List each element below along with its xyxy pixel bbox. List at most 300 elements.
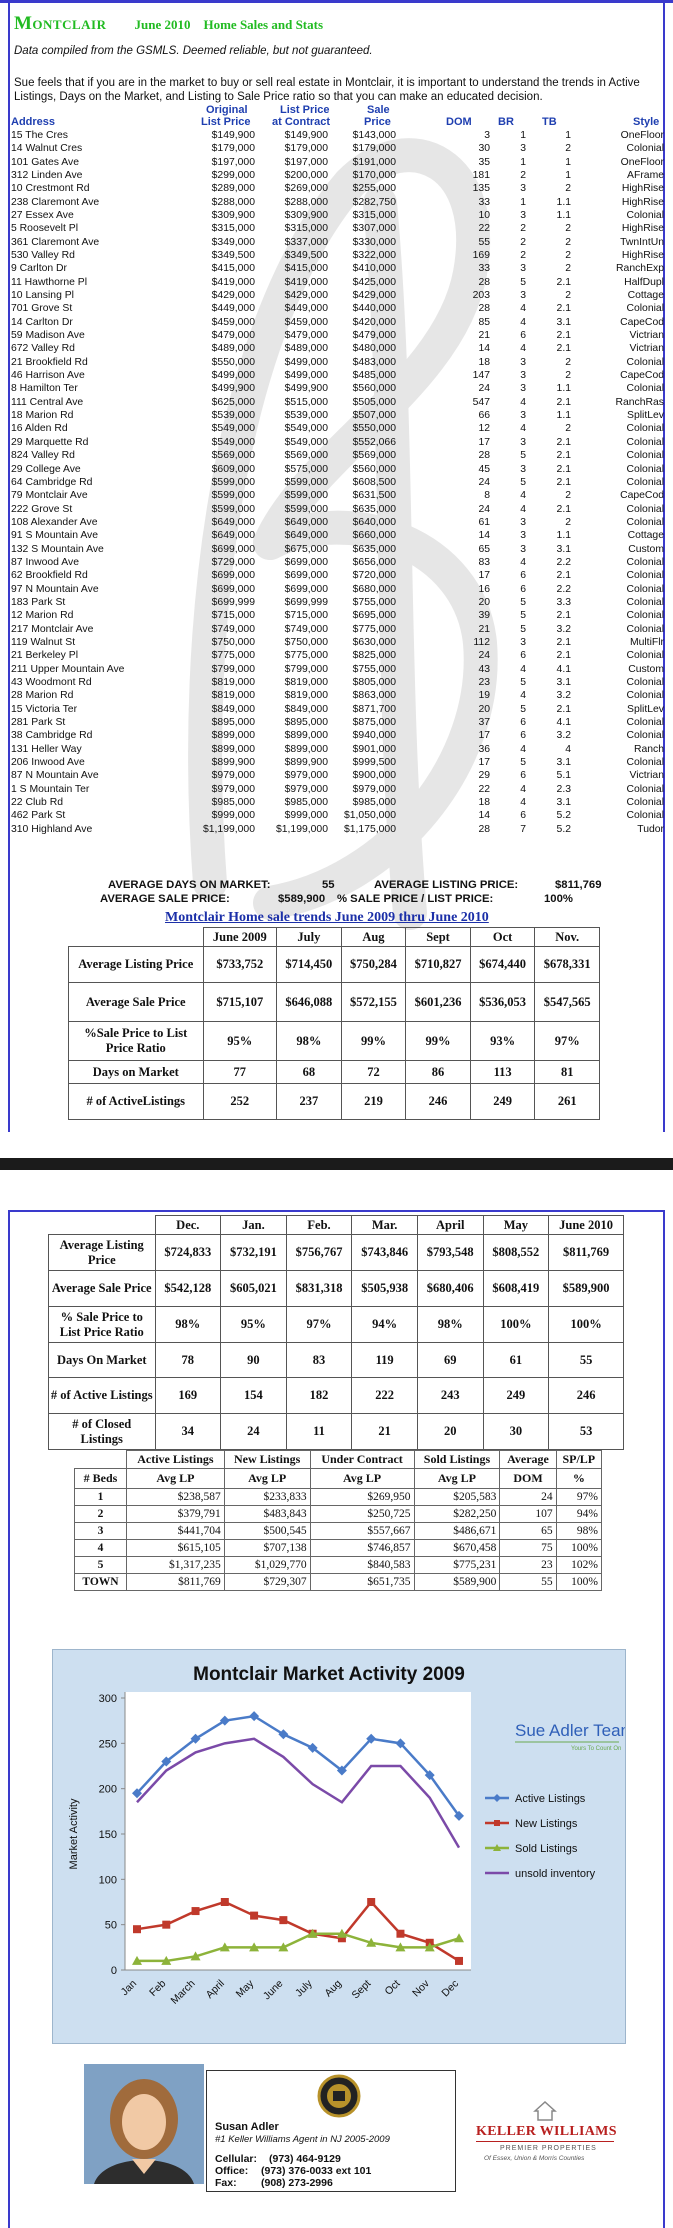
x-tick-label: Jan bbox=[118, 1977, 140, 1999]
cell-style: Victrian bbox=[629, 330, 664, 342]
col-header-sale-2: Price bbox=[364, 116, 391, 128]
cell-original-list-price: $979,000 bbox=[211, 770, 255, 782]
cellular-label: Cellular: bbox=[215, 2153, 258, 2165]
cell-dom: 37 bbox=[478, 716, 490, 728]
cell-dom: 14 bbox=[478, 810, 490, 822]
cell-address: 43 Woodmont Rd bbox=[11, 676, 92, 688]
cell-address: 10 Crestmont Rd bbox=[11, 183, 90, 195]
cell-list-price-contract: $895,000 bbox=[284, 716, 328, 728]
cell-sale-price: $608,500 bbox=[352, 476, 396, 488]
trend-value: 94% bbox=[352, 1307, 418, 1343]
cell-list-price-contract: $429,000 bbox=[284, 290, 328, 302]
cell-address: 62 Brookfield Rd bbox=[11, 570, 88, 582]
bedroom-stat: 75 bbox=[500, 1540, 556, 1557]
cell-list-price-contract: $985,000 bbox=[284, 797, 328, 808]
cell-original-list-price: $179,000 bbox=[211, 143, 255, 155]
cell-baths: 2.1 bbox=[556, 570, 571, 582]
cell-baths: 5.1 bbox=[556, 770, 571, 782]
group-header: New Listings bbox=[224, 1451, 310, 1469]
table-row bbox=[0, 810, 673, 823]
cell-address: 97 N Mountain Ave bbox=[11, 583, 99, 595]
cell-dom: 65 bbox=[478, 543, 490, 555]
cell-baths: 1.1 bbox=[556, 410, 571, 422]
cell-original-list-price: $309,900 bbox=[211, 210, 255, 222]
x-tick-label: April bbox=[203, 1977, 227, 2001]
source-note: Data compiled from the GSMLS. Deemed reliable, but not guaranteed. bbox=[14, 45, 373, 57]
cell-address: 310 Highland Ave bbox=[11, 823, 93, 835]
cell-dom: 33 bbox=[478, 196, 490, 208]
table-row bbox=[0, 784, 673, 797]
cell-address: 29 College Ave bbox=[11, 463, 81, 475]
table-row bbox=[0, 410, 673, 423]
legend-label: Sold Listings bbox=[515, 1843, 578, 1855]
column-header: June 2009 bbox=[203, 928, 277, 947]
cell-address: 79 Montclair Ave bbox=[11, 490, 88, 502]
trend-value: 246 bbox=[406, 1084, 471, 1120]
column-header: Oct bbox=[470, 928, 535, 947]
bedroom-stat: 55 bbox=[500, 1574, 556, 1591]
cell-original-list-price: $799,000 bbox=[211, 663, 255, 675]
trend-value: 99% bbox=[341, 1022, 406, 1061]
cell-dom: 33 bbox=[478, 263, 490, 275]
cell-list-price-contract: $499,000 bbox=[284, 370, 328, 382]
cell-address: 18 Marion Rd bbox=[11, 410, 74, 422]
cell-original-list-price: $349,500 bbox=[211, 250, 255, 262]
cell-sale-price: $660,000 bbox=[352, 530, 396, 542]
page-gap bbox=[0, 1132, 673, 1178]
data-point bbox=[396, 1930, 404, 1938]
cell-style: TwnIntUn bbox=[620, 236, 664, 248]
cell-address: 38 Cambridge Rd bbox=[11, 730, 93, 742]
cell-bedrooms: 3 bbox=[520, 143, 526, 155]
agent-name: Susan Adler bbox=[215, 2121, 279, 2133]
cell-dom: 14 bbox=[478, 530, 490, 542]
sp-lp-ratio-value: 100% bbox=[544, 893, 573, 905]
cell-style: Colonial bbox=[626, 383, 664, 395]
table-row bbox=[0, 530, 673, 543]
bedroom-stat: $746,857 bbox=[310, 1540, 414, 1557]
cell-bedrooms: 3 bbox=[520, 356, 526, 368]
cell-bedrooms: 3 bbox=[520, 516, 526, 528]
cell-original-list-price: $539,000 bbox=[211, 410, 255, 422]
cell-original-list-price: $899,900 bbox=[211, 756, 255, 768]
trend-row bbox=[49, 1235, 624, 1271]
cell-sale-price: $560,000 bbox=[352, 463, 396, 475]
cell-baths: 1 bbox=[565, 156, 571, 168]
cell-bedrooms: 3 bbox=[520, 183, 526, 195]
cell-address: 361 Claremont Ave bbox=[11, 236, 100, 248]
cell-list-price-contract: $419,000 bbox=[284, 276, 328, 288]
cell-list-price-contract: $315,000 bbox=[284, 223, 328, 235]
cell-list-price-contract: $499,900 bbox=[284, 383, 328, 395]
table-row bbox=[0, 824, 673, 837]
cell-list-price-contract: $200,000 bbox=[284, 170, 328, 182]
col-header-address: Address bbox=[11, 116, 56, 128]
cell-bedrooms: 3 bbox=[520, 383, 526, 395]
table-row bbox=[0, 624, 673, 637]
trend-value: 95% bbox=[221, 1307, 287, 1343]
cell-sale-price: $635,000 bbox=[352, 543, 396, 555]
cell-sale-price: $485,000 bbox=[352, 370, 396, 382]
col-header-sale-1: Sale bbox=[367, 104, 390, 116]
cell-address: 312 Linden Ave bbox=[11, 170, 83, 182]
table-row bbox=[0, 143, 673, 156]
row-label: Average Sale Price bbox=[49, 1271, 156, 1307]
cell-sale-price: $143,000 bbox=[352, 130, 396, 141]
table-row bbox=[0, 770, 673, 783]
trends-link[interactable]: Montclair Home sale trends June 2009 thru June 2010 bbox=[165, 910, 489, 925]
office-number[interactable]: (973) 376-0033 ext 101 bbox=[261, 2165, 372, 2177]
cell-baths: 1.1 bbox=[556, 383, 571, 395]
table-row bbox=[0, 584, 673, 597]
trend-value: 69 bbox=[417, 1343, 483, 1378]
cell-style: AFrame bbox=[627, 170, 664, 182]
fax-number: (908) 273-2996 bbox=[261, 2177, 333, 2189]
cell-address: 22 Club Rd bbox=[11, 797, 63, 808]
y-tick-label: 50 bbox=[104, 1919, 117, 1932]
cell-original-list-price: $649,000 bbox=[211, 516, 255, 528]
sub-header: Avg LP bbox=[414, 1469, 500, 1489]
cell-baths: 2.1 bbox=[556, 463, 571, 475]
bedroom-stat: $707,138 bbox=[224, 1540, 310, 1557]
cell-list-price-contract: $979,000 bbox=[284, 770, 328, 782]
table-row bbox=[0, 423, 673, 436]
data-point bbox=[162, 1921, 170, 1929]
cell-baths: 2.1 bbox=[556, 396, 571, 408]
cell-baths: 2 bbox=[565, 250, 571, 262]
trend-value: $732,191 bbox=[221, 1235, 287, 1271]
column-header: Dec. bbox=[155, 1216, 221, 1235]
cell-style: SplitLev bbox=[627, 703, 664, 715]
cell-bedrooms: 7 bbox=[520, 823, 526, 835]
bed-count: 4 bbox=[75, 1540, 127, 1557]
trend-row bbox=[69, 1022, 600, 1061]
trend-value: 68 bbox=[277, 1061, 342, 1084]
trend-value: $710,827 bbox=[406, 947, 471, 983]
bedroom-stat: 23 bbox=[500, 1557, 556, 1574]
cell-list-price-contract: $699,999 bbox=[284, 596, 328, 608]
group-header: SP/LP bbox=[556, 1451, 601, 1469]
cell-original-list-price: $749,000 bbox=[211, 623, 255, 635]
cell-sale-price: $307,000 bbox=[352, 223, 396, 235]
cell-baths: 3.2 bbox=[556, 690, 571, 702]
trend-value: 246 bbox=[549, 1378, 624, 1414]
cell-address: 108 Alexander Ave bbox=[11, 516, 98, 528]
cell-dom: 83 bbox=[478, 556, 490, 568]
data-point bbox=[279, 1916, 287, 1924]
cell-style: HighRise bbox=[621, 196, 664, 208]
bedroom-stat: $775,231 bbox=[414, 1557, 500, 1574]
bedroom-stat: 100% bbox=[556, 1540, 601, 1557]
cell-baths: 1.1 bbox=[556, 196, 571, 208]
cell-baths: 3.2 bbox=[556, 623, 571, 635]
column-header: Feb. bbox=[286, 1216, 352, 1235]
cell-address: 14 Carlton Dr bbox=[11, 316, 73, 328]
cell-list-price-contract: $288,000 bbox=[284, 196, 328, 208]
cell-list-price-contract: $649,000 bbox=[284, 530, 328, 542]
table-row bbox=[0, 370, 673, 383]
trend-value: 99% bbox=[406, 1022, 471, 1061]
cell-sale-price: $569,000 bbox=[352, 450, 396, 462]
bedroom-row bbox=[75, 1540, 602, 1557]
cell-address: 14 Walnut Cres bbox=[11, 143, 83, 155]
x-tick-label: June bbox=[260, 1977, 286, 2003]
trend-value: 237 bbox=[277, 1084, 342, 1120]
row-label: # of ActiveListings bbox=[69, 1084, 204, 1120]
cell-bedrooms: 6 bbox=[520, 716, 526, 728]
bedroom-stat: $729,307 bbox=[224, 1574, 310, 1591]
cell-original-list-price: $699,000 bbox=[211, 570, 255, 582]
cell-list-price-contract: $489,000 bbox=[284, 343, 328, 355]
cell-dom: 112 bbox=[473, 636, 490, 648]
cell-dom: 21 bbox=[478, 623, 490, 635]
cell-dom: 12 bbox=[478, 423, 490, 435]
cell-original-list-price: $715,000 bbox=[211, 610, 255, 622]
trend-value: 169 bbox=[155, 1378, 221, 1414]
column-header: Sept bbox=[406, 928, 471, 947]
cell-sale-price: $550,000 bbox=[352, 423, 396, 435]
cell-address: 222 Grove St bbox=[11, 503, 73, 515]
bedroom-stat: $840,583 bbox=[310, 1557, 414, 1574]
table-row bbox=[0, 290, 673, 303]
cell-baths: 2.1 bbox=[556, 476, 571, 488]
cell-dom: 24 bbox=[478, 383, 490, 395]
trend-value: $743,846 bbox=[352, 1235, 418, 1271]
y-tick-label: 200 bbox=[98, 1783, 117, 1796]
trend-value: $831,318 bbox=[286, 1271, 352, 1307]
cell-bedrooms: 6 bbox=[520, 570, 526, 582]
cell-address: 27 Essex Ave bbox=[11, 210, 74, 222]
cell-sale-price: $480,000 bbox=[352, 343, 396, 355]
table-row bbox=[0, 797, 673, 810]
trend-value: $542,128 bbox=[155, 1271, 221, 1307]
cell-bedrooms: 6 bbox=[520, 583, 526, 595]
cell-style: Cottage bbox=[627, 290, 664, 302]
cell-dom: 10 bbox=[478, 210, 490, 222]
cell-bedrooms: 4 bbox=[520, 663, 526, 675]
cell-baths: 5.2 bbox=[556, 810, 571, 822]
bedroom-stat: $379,791 bbox=[126, 1506, 224, 1523]
cell-baths: 2.1 bbox=[556, 610, 571, 622]
cell-list-price-contract: $349,500 bbox=[284, 250, 328, 262]
bedroom-stat: $589,900 bbox=[414, 1574, 500, 1591]
cell-style: Colonial bbox=[626, 623, 664, 635]
trend-value: 93% bbox=[470, 1022, 535, 1061]
table-row bbox=[0, 690, 673, 703]
bedroom-stat: $205,583 bbox=[414, 1489, 500, 1506]
brokerage-rule bbox=[476, 2141, 614, 2142]
y-tick-label: 300 bbox=[98, 1693, 117, 1705]
column-header: Nov. bbox=[535, 928, 600, 947]
cell-style: Colonial bbox=[626, 810, 664, 822]
cell-list-price-contract: $979,000 bbox=[284, 783, 328, 795]
cell-dom: 24 bbox=[478, 476, 490, 488]
cell-style: Colonial bbox=[626, 503, 664, 515]
cell-address: 672 Valley Rd bbox=[11, 343, 75, 355]
cell-bedrooms: 6 bbox=[520, 730, 526, 742]
cell-dom: 45 bbox=[478, 463, 490, 475]
page-divider bbox=[0, 1158, 673, 1170]
cell-sale-price: $282,750 bbox=[352, 196, 396, 208]
cell-original-list-price: $699,000 bbox=[211, 583, 255, 595]
cell-original-list-price: $899,000 bbox=[211, 743, 255, 755]
table-row bbox=[0, 263, 673, 276]
trend-value: $572,155 bbox=[341, 983, 406, 1022]
table-row bbox=[0, 517, 673, 530]
cell-address: 530 Valley Rd bbox=[11, 250, 75, 262]
col-header-contract-2: at Contract bbox=[272, 116, 331, 128]
bedroom-row bbox=[75, 1506, 602, 1523]
group-header: Sold Listings bbox=[414, 1451, 500, 1469]
trend-row bbox=[49, 1271, 624, 1307]
column-header: May bbox=[483, 1216, 549, 1235]
sp-lp-ratio-label: % SALE PRICE / LIST PRICE: bbox=[337, 893, 494, 905]
cell-list-price-contract: $569,000 bbox=[284, 450, 328, 462]
table-row bbox=[0, 157, 673, 170]
cell-list-price-contract: $415,000 bbox=[284, 263, 328, 275]
bed-count: 1 bbox=[75, 1489, 127, 1506]
cell-style: HighRise bbox=[621, 223, 664, 235]
x-tick-label: Oct bbox=[382, 1977, 403, 1998]
cell-original-list-price: $459,000 bbox=[211, 316, 255, 328]
bedroom-row bbox=[75, 1489, 602, 1506]
cell-dom: 23 bbox=[478, 676, 490, 688]
row-label: Average Listing Price bbox=[69, 947, 204, 983]
column-header: Mar. bbox=[352, 1216, 418, 1235]
bedroom-stat: $441,704 bbox=[126, 1523, 224, 1540]
cell-address: 206 Inwood Ave bbox=[11, 756, 85, 768]
cell-style: Colonial bbox=[626, 676, 664, 688]
trend-value: $715,107 bbox=[203, 983, 277, 1022]
trend-value: $714,450 bbox=[277, 947, 342, 983]
cell-baths: 2.1 bbox=[556, 450, 571, 462]
trend-value: $793,548 bbox=[417, 1235, 483, 1271]
bed-count: TOWN bbox=[75, 1574, 127, 1591]
cell-sale-price: $805,000 bbox=[352, 676, 396, 688]
trend-value: 119 bbox=[352, 1343, 418, 1378]
sub-header: % bbox=[556, 1469, 601, 1489]
cell-baths: 2 bbox=[565, 516, 571, 528]
chart-brand-name: Sue Adler Team bbox=[515, 1721, 625, 1740]
bed-count: 2 bbox=[75, 1506, 127, 1523]
cell-address: 12 Marion Rd bbox=[11, 610, 74, 622]
cell-baths: 1 bbox=[565, 130, 571, 141]
cell-original-list-price: $819,000 bbox=[211, 676, 255, 688]
trend-value: 249 bbox=[470, 1084, 535, 1120]
trend-row bbox=[69, 983, 600, 1022]
cell-sale-price: $640,000 bbox=[352, 516, 396, 528]
trend-row bbox=[49, 1414, 624, 1450]
trend-value: 100% bbox=[483, 1307, 549, 1343]
cell-dom: 18 bbox=[478, 356, 490, 368]
trend-value: 11 bbox=[286, 1414, 352, 1450]
bedroom-row bbox=[75, 1557, 602, 1574]
table-row bbox=[0, 170, 673, 183]
cell-list-price-contract: $197,000 bbox=[284, 156, 328, 168]
trend-row bbox=[69, 1084, 600, 1120]
row-label: # of Active Listings bbox=[49, 1378, 156, 1414]
cell-address: 281 Park St bbox=[11, 716, 66, 728]
cell-address: 824 Valley Rd bbox=[11, 450, 75, 462]
cell-address: 28 Marion Rd bbox=[11, 690, 74, 702]
trend-value: 219 bbox=[341, 1084, 406, 1120]
avg-dom-label: AVERAGE DAYS ON MARKET: bbox=[108, 879, 271, 891]
cell-dom: 43 bbox=[478, 663, 490, 675]
trend-value: 98% bbox=[417, 1307, 483, 1343]
bedroom-stat: 102% bbox=[556, 1557, 601, 1574]
data-point bbox=[455, 1957, 463, 1965]
cell-bedrooms: 6 bbox=[520, 810, 526, 822]
table-row bbox=[0, 197, 673, 210]
cell-original-list-price: $775,000 bbox=[211, 650, 255, 662]
avg-list-price-label: AVERAGE LISTING PRICE: bbox=[374, 879, 519, 891]
bedroom-stat: $238,587 bbox=[126, 1489, 224, 1506]
x-tick-label: July bbox=[293, 1977, 315, 2000]
avg-sale-price-label: AVERAGE SALE PRICE: bbox=[100, 893, 230, 905]
bedroom-stat: $250,725 bbox=[310, 1506, 414, 1523]
trend-value: $646,088 bbox=[277, 983, 342, 1022]
cell-style: OneFloor bbox=[620, 156, 664, 168]
cell-original-list-price: $549,000 bbox=[211, 423, 255, 435]
cell-bedrooms: 4 bbox=[520, 316, 526, 328]
cell-baths: 3.1 bbox=[556, 756, 571, 768]
cell-sale-price: $420,000 bbox=[352, 316, 396, 328]
trend-value: 261 bbox=[535, 1084, 600, 1120]
legend-label: unsold inventory bbox=[515, 1868, 596, 1880]
cell-sale-price: $255,000 bbox=[352, 183, 396, 195]
cell-original-list-price: $649,000 bbox=[211, 530, 255, 542]
brand-title: Montclair bbox=[14, 13, 107, 34]
trend-row bbox=[49, 1378, 624, 1414]
trend-value: $674,440 bbox=[470, 947, 535, 983]
data-point bbox=[192, 1907, 200, 1915]
trend-value: $605,021 bbox=[221, 1271, 287, 1307]
trend-value: 78 bbox=[155, 1343, 221, 1378]
avg-dom-value: 55 bbox=[322, 879, 335, 891]
cell-list-price-contract: $179,000 bbox=[284, 143, 328, 155]
agent-photo bbox=[84, 2064, 204, 2184]
cell-bedrooms: 5 bbox=[520, 756, 526, 768]
cell-style: Colonial bbox=[626, 596, 664, 608]
cell-list-price-contract: $675,000 bbox=[284, 543, 328, 555]
cell-original-list-price: $699,999 bbox=[211, 596, 255, 608]
table-row bbox=[0, 557, 673, 570]
cellular-number[interactable]: (973) 464-9129 bbox=[269, 2153, 341, 2165]
office-label: Office: bbox=[215, 2165, 249, 2177]
sub-header: # Beds bbox=[75, 1469, 127, 1489]
cell-baths: 2.1 bbox=[556, 330, 571, 342]
cell-baths: 4.1 bbox=[556, 663, 571, 675]
row-label: Days on Market bbox=[69, 1061, 204, 1084]
table-row bbox=[0, 717, 673, 730]
x-tick-label: Nov bbox=[410, 1977, 432, 2000]
cell-baths: 3.3 bbox=[556, 596, 571, 608]
cell-dom: 66 bbox=[478, 410, 490, 422]
cell-bedrooms: 4 bbox=[520, 503, 526, 515]
fax-label: Fax: bbox=[215, 2177, 237, 2189]
cell-baths: 1.1 bbox=[556, 530, 571, 542]
cell-baths: 2.1 bbox=[556, 436, 571, 448]
trend-value: $756,767 bbox=[286, 1235, 352, 1271]
trend-value: 77 bbox=[203, 1061, 277, 1084]
cell-sale-price: $755,000 bbox=[352, 663, 396, 675]
cell-dom: 547 bbox=[472, 396, 490, 408]
trend-value: $811,769 bbox=[549, 1235, 624, 1271]
cell-sale-price: $479,000 bbox=[352, 330, 396, 342]
cell-sale-price: $322,000 bbox=[352, 250, 396, 262]
cell-address: 21 Berkeley Pl bbox=[11, 650, 78, 662]
cell-sale-price: $425,000 bbox=[352, 276, 396, 288]
